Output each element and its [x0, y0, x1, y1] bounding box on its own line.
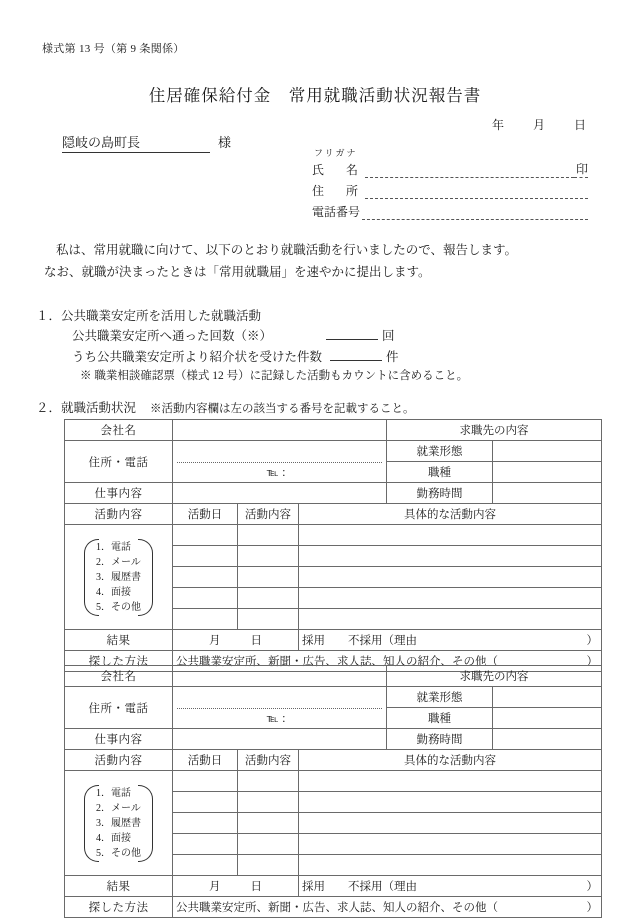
- activity-content-label: 活動内容: [65, 750, 173, 771]
- company-label: 会社名: [65, 420, 173, 441]
- activity-detail-1[interactable]: [299, 771, 602, 792]
- table-row-address: [65, 441, 602, 462]
- work-hours-value[interactable]: [493, 483, 602, 504]
- activity-detail-header: 具体的な活動内容: [299, 504, 602, 525]
- activity-date-5[interactable]: [173, 609, 238, 630]
- result-date-field[interactable]: [173, 876, 299, 897]
- statement-block: [44, 240, 517, 284]
- table-row-result: [65, 630, 602, 651]
- address-phone-label: 住所・電話: [65, 687, 173, 729]
- occupation-label: 職種: [387, 708, 493, 729]
- activity-option-5: 5．その他: [96, 848, 141, 860]
- activity-type-3[interactable]: [238, 567, 299, 588]
- activity-option-5: 5．その他: [96, 602, 141, 614]
- activity-detail-5[interactable]: [299, 855, 602, 876]
- section-1-heading: １．公共職業安定所を活用した就職活動: [36, 309, 262, 323]
- occupation-value[interactable]: [493, 462, 602, 483]
- activity-type-4[interactable]: [238, 588, 299, 609]
- table-row-job-content: [65, 483, 602, 504]
- activity-date-5[interactable]: [173, 855, 238, 876]
- activity-type-1[interactable]: [238, 771, 299, 792]
- activity-option-4: 4．面接: [96, 587, 131, 599]
- activity-date-1[interactable]: [173, 771, 238, 792]
- addressee: [62, 132, 231, 153]
- job-header: 求職先の内容: [387, 420, 602, 441]
- referrals-count-field[interactable]: [330, 347, 382, 361]
- search-method-label: 探した方法: [65, 651, 173, 672]
- activity-option-3: 3．履歴書: [96, 571, 141, 583]
- search-method-label: 探した方法: [65, 897, 173, 918]
- employment-type-label: 就業形態: [387, 687, 493, 708]
- applicant-name-field[interactable]: [365, 162, 574, 178]
- activity-options-list: [96, 786, 141, 862]
- bracket-right-icon: [138, 539, 153, 617]
- job-content-value[interactable]: [173, 729, 387, 750]
- result-close-paren: ）: [586, 635, 599, 647]
- applicant-phone-row: [312, 203, 588, 220]
- table-row-result: [65, 876, 602, 897]
- job-entry-table-1: [64, 419, 602, 672]
- table-row-activity-header: [65, 750, 602, 771]
- section-1-row-2: [36, 347, 468, 367]
- result-close-paren: ）: [586, 881, 599, 893]
- section-2-note: ※活動内容欄は左の該当する番号を記載すること。: [150, 403, 415, 415]
- activity-options-list: [96, 540, 141, 616]
- activity-detail-4[interactable]: [299, 834, 602, 855]
- company-value[interactable]: [173, 666, 387, 687]
- occupation-label: 職種: [387, 462, 493, 483]
- employment-type-value[interactable]: [493, 441, 602, 462]
- activity-option-1: 1．電話: [96, 787, 131, 799]
- table-row-activity-1: [65, 771, 602, 792]
- furigana-label: フリガナ: [314, 148, 358, 158]
- company-label: 会社名: [65, 666, 173, 687]
- result-options-label: 採用 不採用（理由: [302, 635, 417, 647]
- table-row-search-method: [65, 897, 602, 918]
- employment-type-value[interactable]: [493, 687, 602, 708]
- bracket-left-icon: [84, 785, 99, 863]
- statement-line-1: 私は、常用就職に向けて、以下のとおり就職活動を行いましたので、報告します。: [56, 243, 518, 257]
- activity-type-5[interactable]: [238, 609, 299, 630]
- search-method-options: 公共職業安定所、新聞・広告、求人誌、知人の紹介、その他（: [176, 656, 498, 668]
- table-row-company: [65, 420, 602, 441]
- applicant-address-field[interactable]: [365, 183, 588, 199]
- activity-type-5[interactable]: [238, 855, 299, 876]
- applicant-phone-label: 電話番号: [312, 205, 361, 219]
- bracket-right-icon: [138, 785, 153, 863]
- address-divider: [177, 462, 382, 463]
- section-1-note: ※ 職業相談確認票（様式 12 号）に記録した活動もカウントに含めること。: [80, 369, 469, 382]
- applicant-phone-field[interactable]: [362, 204, 588, 220]
- work-hours-label: 勤務時間: [387, 483, 493, 504]
- activity-type-header: 活動内容: [238, 504, 299, 525]
- result-month-label: 月: [209, 635, 221, 647]
- address-divider: [177, 708, 382, 709]
- addressee-name: 隠岐の島町長: [62, 132, 210, 153]
- activity-detail-1[interactable]: [299, 525, 602, 546]
- activity-type-4[interactable]: [238, 834, 299, 855]
- occupation-value[interactable]: [493, 708, 602, 729]
- activity-detail-5[interactable]: [299, 609, 602, 630]
- result-day-label: 日: [250, 881, 262, 893]
- job-header: 求職先の内容: [387, 666, 602, 687]
- activity-date-2[interactable]: [173, 546, 238, 567]
- form-number: 様式第 13 号（第 9 条関係）: [42, 43, 185, 55]
- employment-type-label: 就業形態: [387, 441, 493, 462]
- applicant-name-row: [312, 161, 588, 178]
- address-phone-label: 住所・電話: [65, 441, 173, 483]
- activity-date-header: 活動日: [173, 750, 238, 771]
- result-label: 結果: [65, 630, 173, 651]
- job-content-label: 仕事内容: [65, 729, 173, 750]
- search-method-options: 公共職業安定所、新聞・広告、求人誌、知人の紹介、その他（: [176, 902, 498, 914]
- date-month-label: 月: [532, 118, 545, 132]
- addressee-honorific: 様: [218, 135, 232, 150]
- activity-date-4[interactable]: [173, 588, 238, 609]
- activity-detail-3[interactable]: [299, 567, 602, 588]
- result-day-label: 日: [250, 635, 262, 647]
- activity-date-3[interactable]: [173, 813, 238, 834]
- section-1: [36, 306, 468, 385]
- result-options-field[interactable]: [299, 630, 602, 651]
- activity-type-2[interactable]: [238, 546, 299, 567]
- table-row-address: [65, 687, 602, 708]
- activity-option-2: 2．メール: [96, 802, 141, 814]
- activity-option-4: 4．面接: [96, 833, 131, 845]
- activity-option-3: 3．履歴書: [96, 817, 141, 829]
- result-label: 結果: [65, 876, 173, 897]
- referrals-count-unit: 件: [386, 349, 399, 364]
- seal-label: 印: [575, 162, 588, 176]
- activity-detail-3[interactable]: [299, 813, 602, 834]
- activity-options-cell: [65, 525, 173, 630]
- search-method-field[interactable]: [173, 897, 602, 918]
- section-2-heading-row: [36, 398, 415, 416]
- search-method-close-paren: ）: [586, 656, 599, 668]
- applicant-address-row: [312, 182, 588, 199]
- table-row-job-content: [65, 729, 602, 750]
- address-phone-value[interactable]: [173, 441, 387, 483]
- activity-type-header: 活動内容: [238, 750, 299, 771]
- search-method-close-paren: ）: [586, 902, 599, 914]
- table-row-company: [65, 666, 602, 687]
- applicant-address-label: 住 所: [312, 184, 364, 198]
- job-entry-table-2: [64, 665, 602, 918]
- result-options-field[interactable]: [299, 876, 602, 897]
- work-hours-value[interactable]: [493, 729, 602, 750]
- section-1-row-1: [36, 326, 468, 346]
- activity-date-header: 活動日: [173, 504, 238, 525]
- applicant-name-label: 氏 名: [312, 163, 364, 177]
- activity-detail-2[interactable]: [299, 792, 602, 813]
- activity-type-3[interactable]: [238, 813, 299, 834]
- date-year-label: 年: [491, 118, 504, 132]
- activity-type-1[interactable]: [238, 525, 299, 546]
- result-date-field[interactable]: [173, 630, 299, 651]
- activity-date-3[interactable]: [173, 567, 238, 588]
- activity-options-cell: [65, 771, 173, 876]
- activity-date-2[interactable]: [173, 792, 238, 813]
- job-content-label: 仕事内容: [65, 483, 173, 504]
- visits-count-field[interactable]: [326, 326, 378, 340]
- statement-line-2: なお、就職が決まったときは「常用就職届」を速やかに提出します。: [44, 264, 431, 279]
- job-content-value[interactable]: [173, 483, 387, 504]
- company-value[interactable]: [173, 420, 387, 441]
- visits-count-label: 公共職業安定所へ通った回数（※）: [72, 329, 273, 344]
- activity-detail-2[interactable]: [299, 546, 602, 567]
- visits-count-unit: 回: [382, 329, 395, 344]
- address-phone-value[interactable]: [173, 687, 387, 729]
- tel-label: ℡ ：: [266, 467, 293, 479]
- page-title: 住居確保給付金 常用就職活動状況報告書: [148, 86, 482, 105]
- referrals-count-label: うち公共職業安定所より紹介状を受けた件数: [72, 349, 323, 364]
- section-2-heading: ２．就職活動状況: [36, 401, 137, 415]
- activity-content-label: 活動内容: [65, 504, 173, 525]
- activity-detail-header: 具体的な活動内容: [299, 750, 602, 771]
- activity-date-4[interactable]: [173, 834, 238, 855]
- bracket-left-icon: [84, 539, 99, 617]
- activity-option-1: 1．電話: [96, 541, 131, 553]
- activity-type-2[interactable]: [238, 792, 299, 813]
- result-month-label: 月: [209, 881, 221, 893]
- table-row-activity-header: [65, 504, 602, 525]
- table-row-activity-1: [65, 525, 602, 546]
- tel-label: ℡ ：: [266, 713, 293, 725]
- date-day-label: 日: [573, 118, 586, 132]
- work-hours-label: 勤務時間: [387, 729, 493, 750]
- result-options-label: 採用 不採用（理由: [302, 881, 417, 893]
- activity-detail-4[interactable]: [299, 588, 602, 609]
- applicant-block: [312, 146, 588, 224]
- activity-date-1[interactable]: [173, 525, 238, 546]
- date-line: [492, 116, 586, 133]
- activity-option-2: 2．メール: [96, 556, 141, 568]
